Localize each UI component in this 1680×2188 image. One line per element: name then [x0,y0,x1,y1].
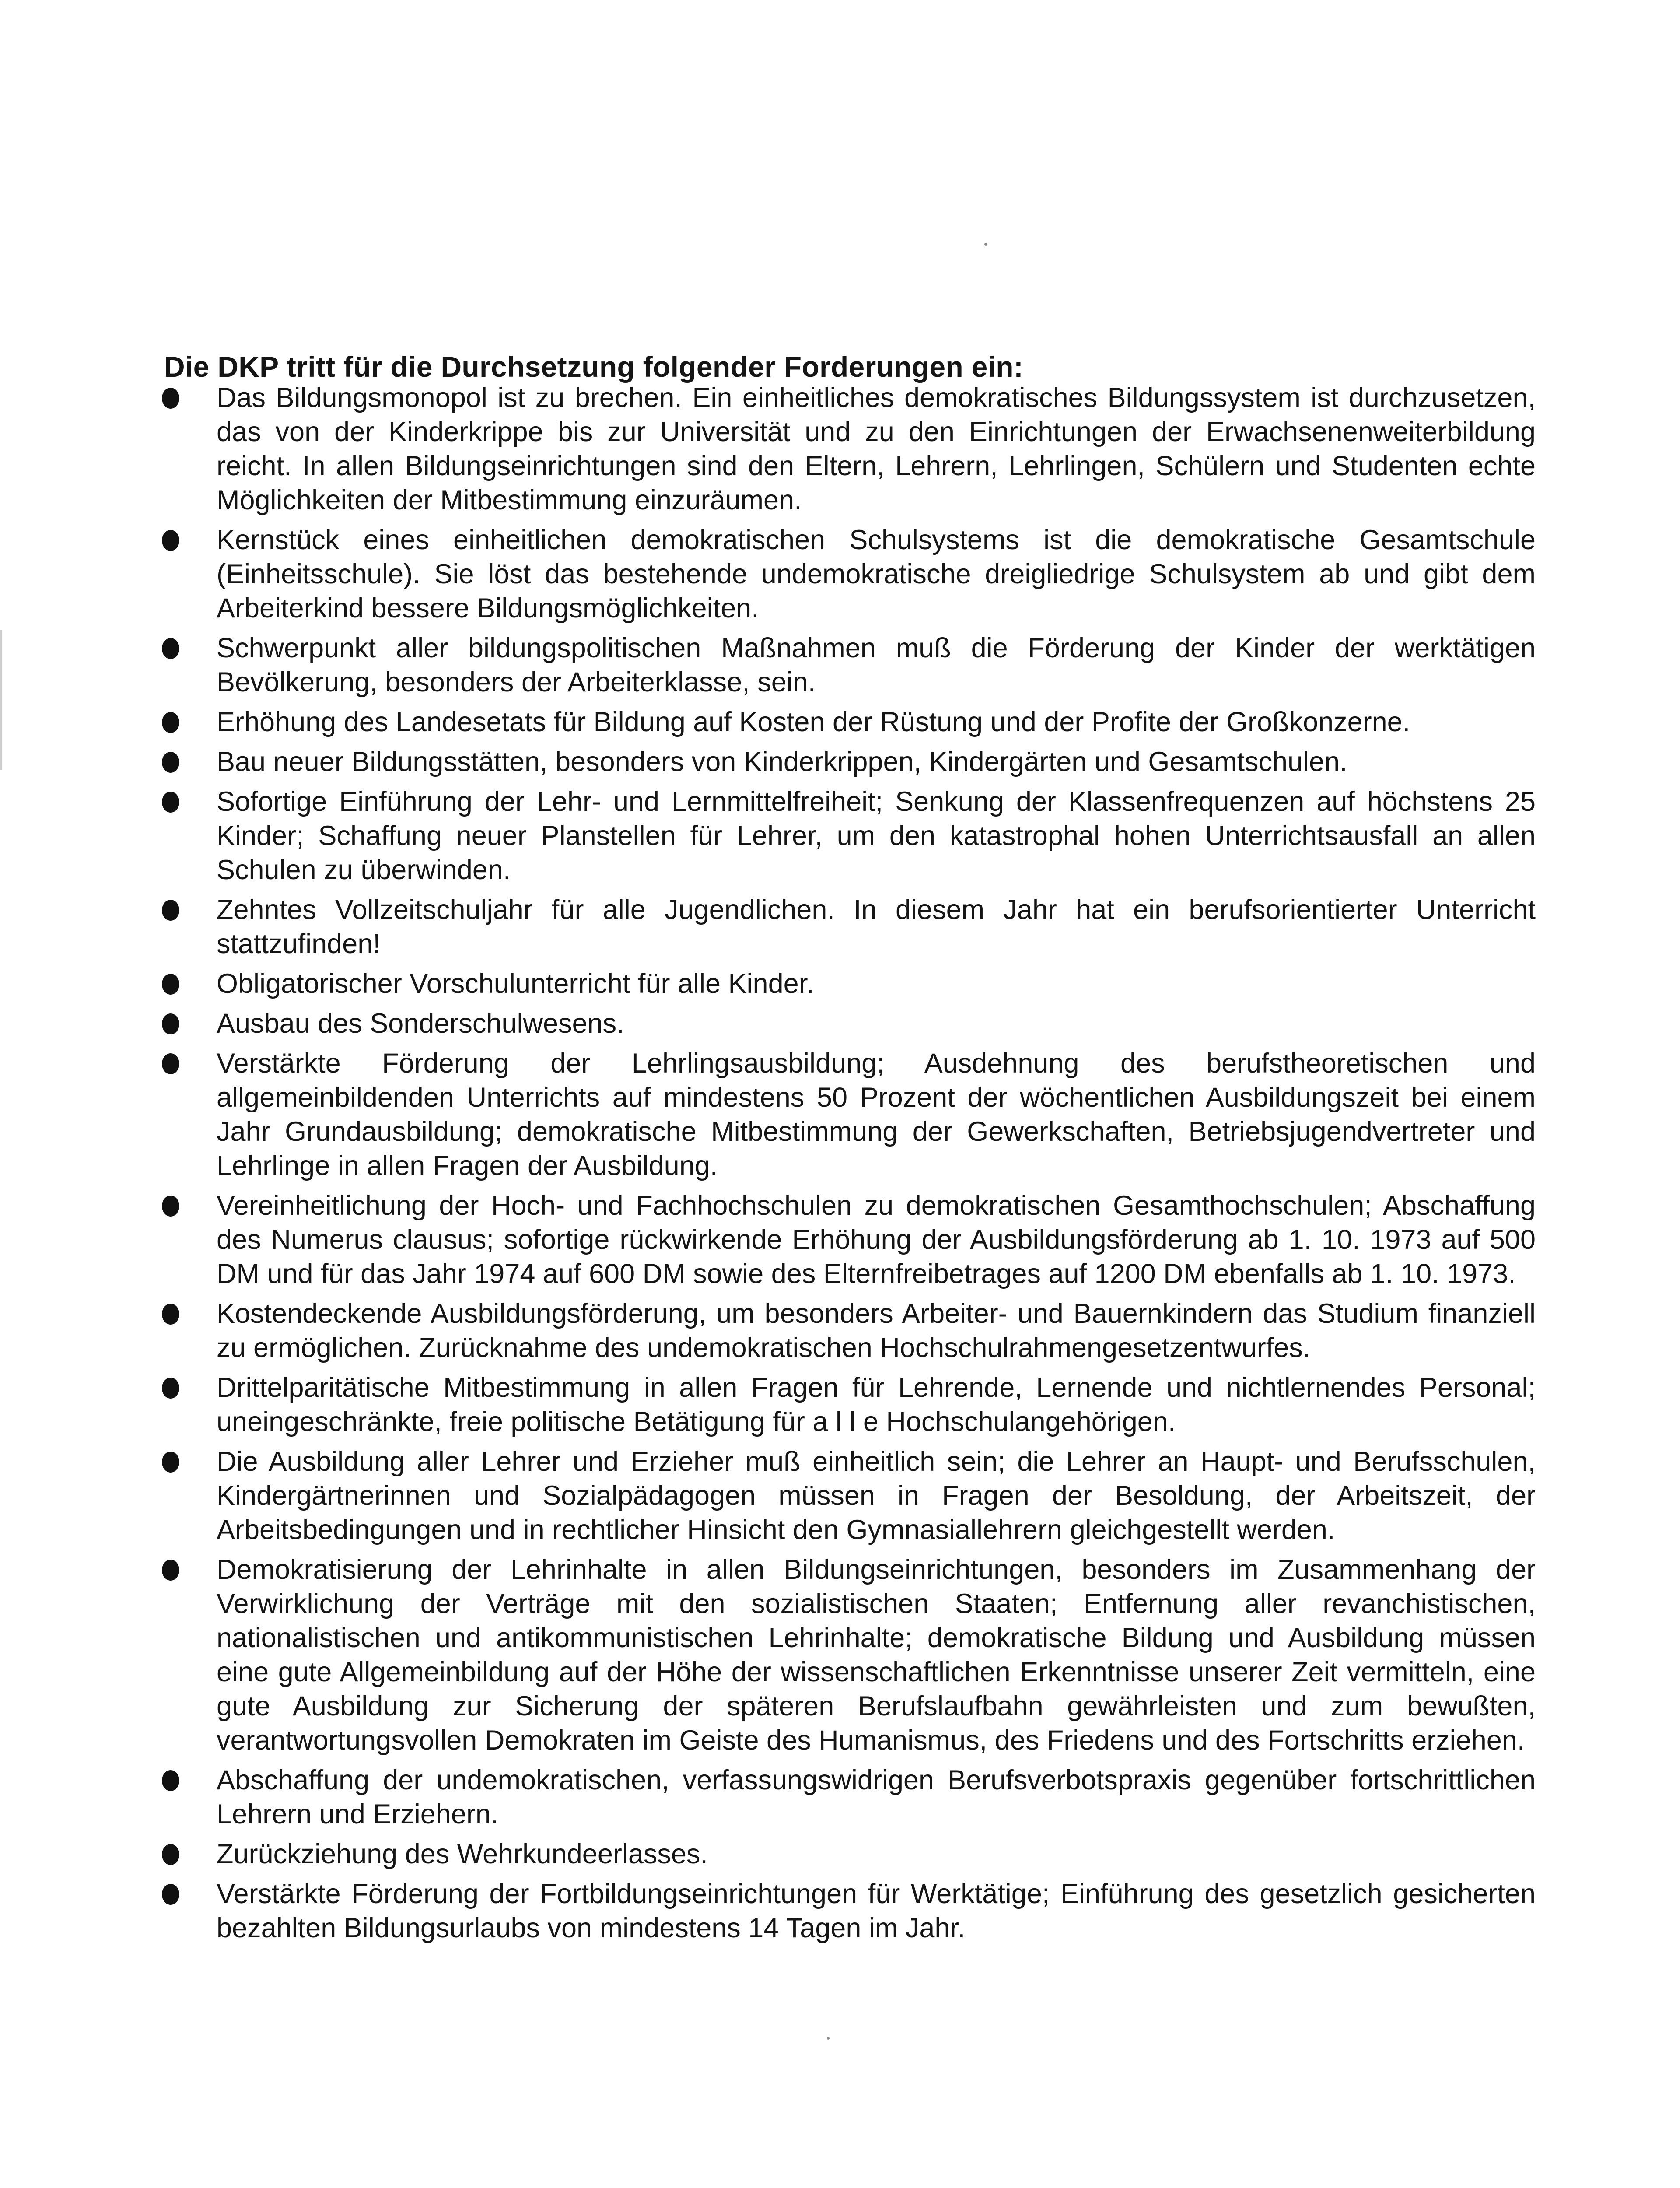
bullet-icon [162,712,179,733]
list-item-text: Das Bildungsmonopol ist zu brechen. Ein einheitliches demokratisches Bildungssystem ist durchzusetzen, das von der Kinderkrippe bis zur Universität und zu den Einrichtungen der Erwachsenenweiterbildung reicht. In allen Bildungseinrichtungen sind den Eltern, Lehrern, Lehrlingen, Schülern und Studenten echte Möglichkeiten der Mitbestimmung einzuräumen. [217,382,1536,515]
list-item-text: Schwerpunkt aller bildungspolitischen Maßnahmen muß die Förderung der Kinder der werktätigen Bevölkerung, besonders der Arbeiterklasse, sein. [217,633,1536,698]
list-item-text: Obligatorischer Vorschulunterricht für alle Kinder. [217,968,814,999]
list-item-text: Zurückziehung des Wehrkundeerlasses. [217,1839,708,1869]
list-item [158,523,1536,625]
list-item [158,1371,1536,1439]
list-item [158,893,1536,961]
list-item-text: Vereinheitlichung der Hoch- und Fachhochschulen zu demokratischen Gesamthochschulen; Abschaffung des Numerus clausus; sofortige rückwirkende Erhöhung der Ausbildungsförderung ab 1. 10. 1973 auf 500 DM und für das Jahr 1974 auf 600 DM sowie des Elternfreibetrages auf 1200 DM ebenfalls ab 1. 10. 1973. [217,1190,1536,1289]
list-item [158,785,1536,887]
list-item [158,631,1536,699]
list-item [158,381,1536,517]
bullet-icon [162,1770,179,1791]
list-item [158,1189,1536,1291]
scan-speck [827,2037,830,2040]
list-item [158,745,1536,779]
list-item [158,967,1536,1001]
bullet-icon [162,638,179,659]
list-item-text: Ausbau des Sonderschulwesens. [217,1008,624,1039]
bullet-icon [162,1560,179,1581]
bullet-icon [162,1053,179,1074]
bullet-icon [162,530,179,551]
bullet-icon [162,1844,179,1865]
list-item [158,1877,1536,1945]
list-item-text: Zehntes Vollzeitschuljahr für alle Jugendlichen. In diesem Jahr hat ein berufsorientierter Unterricht stattzufinden! [217,894,1536,959]
scan-edge-mark [0,630,2,770]
list-item-text: Die Ausbildung aller Lehrer und Erzieher muß einheitlich sein; die Lehrer an Haupt- und Berufsschulen, Kindergärtnerinnen und Sozialpädagogen müssen in Fragen der Besoldung, der Arbeitszeit, der Arbeitsbedingungen und in rechtlicher Hinsicht den Gymnasiallehrern gleichgestellt werden. [217,1446,1536,1545]
bullet-icon [162,1013,179,1034]
bullet-icon [162,1378,179,1399]
bullet-icon [162,1196,179,1217]
bullet-icon [162,792,179,813]
list-item-text: Drittelparitätische Mitbestimmung in allen Fragen für Lehrende, Lernende und nichtlernendes Personal; uneingeschränkte, freie politische Betätigung für a l l e Hochschulangehörigen. [217,1372,1536,1437]
list-item-text: Verstärkte Förderung der Lehrlingsausbildung; Ausdehnung des berufstheoretischen und allgemeinbildenden Unterrichts auf mindestens 50 Prozent der wöchentlichen Ausbildungszeit bei einem Jahr Grundausbildung; demokratische Mitbestimmung der Gewerkschaften, Betriebsjugendvertreter und Lehrlinge in allen Fragen der Ausbildung. [217,1048,1536,1181]
list-item [158,1763,1536,1831]
list-item [158,1445,1536,1547]
list-item-text: Bau neuer Bildungsstätten, besonders von Kinderkrippen, Kindergärten und Gesamtschulen. [217,747,1348,777]
list-item-text: Erhöhung des Landesetats für Bildung auf Kosten der Rüstung und der Profite der Großkonzerne. [217,707,1410,737]
list-item [158,1837,1536,1871]
list-item-text: Kostendeckende Ausbildungsförderung, um besonders Arbeiter- und Bauernkindern das Studium finanziell zu ermöglichen. Zurücknahme des undemokratischen Hochschulrahmengesetzentwurfes. [217,1298,1536,1363]
bullet-icon [162,1884,179,1905]
bullet-icon [162,900,179,921]
section-heading: Die DKP tritt für die Durchsetzung folgender Forderungen ein: [164,351,1024,383]
bullet-icon [162,974,179,995]
list-item-text: Sofortige Einführung der Lehr- und Lernmittelfreiheit; Senkung der Klassenfrequenzen auf höchstens 25 Kinder; Schaffung neuer Planstellen für Lehrer, um den katastrophal hohen Unterrichtsausfall an allen Schulen zu überwinden. [217,786,1536,885]
list-item-text: Demokratisierung der Lehrinhalte in allen Bildungseinrichtungen, besonders im Zusammenhang der Verwirklichung der Verträge mit den sozialistischen Staaten; Entfernung aller revanchistischen, nationalistischen und antikommunistischen Lehrinhalte; demokratische Bildung und Ausbildung müssen eine gute Allgemeinbildung auf der Höhe der wissenschaftlichen Erkenntnisse unserer Zeit vermitteln, eine gute Ausbildung zur Sicherung der späteren Berufslaufbahn gewährleisten und zum bewußten, verantwortungsvollen Demokraten im Geiste des Humanismus, des Friedens und des Fortschritts erziehen. [217,1554,1536,1756]
list-item [158,705,1536,739]
list-item-text: Abschaffung der undemokratischen, verfassungswidrigen Berufsverbotspraxis gegenüber fortschrittlichen Lehrern und Erziehern. [217,1765,1536,1830]
list-item [158,1006,1536,1041]
list-item [158,1046,1536,1183]
bullet-icon [162,388,179,409]
demands-list [158,381,1536,1951]
bullet-icon [162,1452,179,1473]
scan-speck [984,243,987,246]
list-item [158,1297,1536,1365]
bullet-icon [162,752,179,773]
list-item-text: Kernstück eines einheitlichen demokratischen Schulsystems ist die demokratische Gesamtschule (Einheitsschule). Sie löst das bestehende undemokratische dreigliedrige Schulsystem ab und gibt dem Arbeiterkind bessere Bildungsmöglichkeiten. [217,525,1536,624]
bullet-icon [162,1304,179,1325]
list-item [158,1553,1536,1757]
list-item-text: Verstärkte Förderung der Fortbildungseinrichtungen für Werktätige; Einführung des gesetzlich gesicherten bezahlten Bildungsurlaubs von mindestens 14 Tagen im Jahr. [217,1879,1536,1943]
